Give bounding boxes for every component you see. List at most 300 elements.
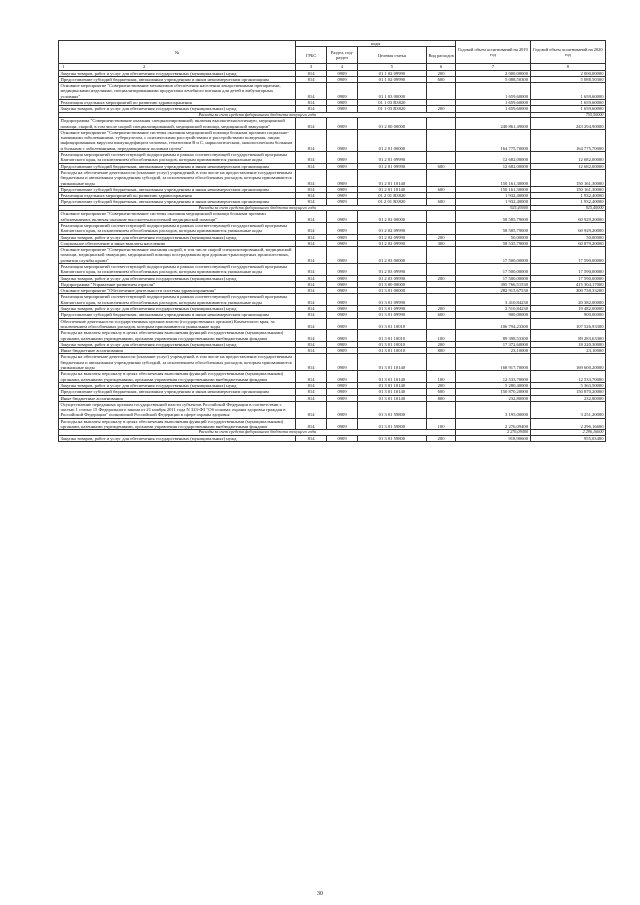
table-row [59,435,606,441]
row-grbs: 814 [296,169,327,186]
row-amount-2020: 50,00000 [530,234,606,240]
row-type [426,318,456,330]
row-amount-2020: 900,00000 [530,312,606,318]
row-type [426,118,456,130]
row-type: 800 [426,348,456,354]
row-grbs: 814 [296,330,327,342]
row-amount-2020: 60 929,20000 [530,211,606,223]
row-type: 100 [426,418,456,430]
row-amount-2019: 2 276,09400 [456,418,530,430]
row-amount-2019: 1 659,60000 [456,106,530,112]
row-amount-2019: 89 398,53300 [456,330,530,342]
row-target: 01 1 03 R3820 [358,100,427,106]
row-type: 100 [426,371,456,383]
row-grbs: 814 [296,240,327,246]
row-amount-2020: 20 382,00000 [530,294,606,306]
row-amount-2020: 169 600,20000 [530,354,606,371]
row-description: Реализация отдельных мероприятий по развитию здравоохранения [59,100,296,106]
row-amount-2019: 918,90600 [456,435,530,441]
row-grbs: 814 [296,435,327,441]
row-section: 0909 [327,341,358,347]
column-number-cell: 4 [327,64,358,70]
row-type [426,152,456,164]
row-description: Предоставление субсидий бюджетным, автономным учреждениям и иным некоммерческим организациям [59,76,296,82]
header-section: Раздел, под-раздел [327,47,358,64]
row-target: 01 3 01 00000 [358,288,427,294]
row-target: 01 1 03 00000 [358,83,427,100]
row-section: 0909 [327,240,358,246]
row-amount-2020: 17 590,00000 [530,275,606,281]
row-description: Расходы на выплаты персоналу в целях обеспечения выполнения функций государственными (муниципальными) органами, казенными учреждениями, органами управления государственными внебюджетными фондами [59,330,296,342]
row-amount-2019: 23,10000 [456,348,530,354]
row-target: 01 2 02 09990 [358,234,427,240]
row-description: Предоставление субсидий бюджетным, автономным учреждениям и иным некоммерческим организациям [59,186,296,192]
row-grbs: 814 [296,306,327,312]
row-amount-2020: 1 659,60000 [530,83,606,100]
row-amount-2019: 17 500,00000 [456,275,530,281]
row-section: 0909 [327,199,358,205]
note-text: Расходы за счет средств федерального бюджета текущего года [59,205,456,211]
row-target: 01 1 03 R3820 [358,106,427,112]
row-grbs: 814 [296,222,327,234]
header-grbs: ГРБС [296,47,327,64]
row-amount-2020: 1 932,40000 [530,199,606,205]
budget-table [58,40,606,442]
row-target: 01 2 01 R3820 [358,199,427,205]
row-amount-2020: 5 363,50000 [530,382,606,388]
row-amount-2020: 19 482,00000 [530,306,606,312]
row-amount-2019: 58 535,79000 [456,240,530,246]
row-target: 01 2 01 00000 [358,129,427,151]
row-grbs: 814 [296,294,327,306]
row-description: Расходы на обеспечение деятельности (оказание услуг) учреждений, в том числе на предоставление государственным бюджетным и автономным учреждениям субсидий, за исключением обособленных расходов, которым присваиваются уникальные коды [59,354,296,371]
header-target: Целевая статья [358,47,427,64]
row-type: 600 [426,76,456,82]
row-section: 0909 [327,169,358,186]
row-grbs: 814 [296,389,327,395]
row-amount-2020: 164 775,70000 [530,129,606,151]
row-amount-2019: 164 775,70000 [456,129,530,151]
row-amount-2019: 2 276,09400 [456,430,530,436]
row-target: 01 2 02 09990 [358,222,427,234]
row-type: 200 [426,382,456,388]
row-amount-2020: 107 526,93300 [530,318,606,330]
row-target: 01 2 03 00000 [358,247,427,264]
row-grbs: 814 [296,76,327,82]
row-type: 200 [426,306,456,312]
row-grbs: 814 [296,401,327,418]
row-type [426,222,456,234]
note-text: Расходы за счет средств федерального бюджета текущего года [59,430,456,436]
row-type [426,354,456,371]
row-grbs: 814 [296,106,327,112]
row-target: 01 3 01 10140 [358,371,427,383]
row-amount-2019: 150 161,30000 [456,169,530,186]
row-section: 0909 [327,318,358,330]
row-grbs: 814 [296,199,327,205]
row-section: 0909 [327,129,358,151]
row-section: 0909 [327,193,358,199]
table-body [59,70,606,442]
row-type: 100 [426,330,456,342]
table-row [59,211,606,223]
row-amount-2020: 150 161,30000 [530,186,606,192]
row-amount-2019: 2 000,00000 [456,70,530,76]
row-section: 0909 [327,186,358,192]
row-amount-2020: 300 758,33200 [530,288,606,294]
row-amount-2020: 89 283,63300 [530,330,606,342]
row-amount-2019: 168 917,70000 [456,354,530,371]
row-description: Подпрограмма "Управление развитием отрасли" [59,281,296,287]
row-section: 0909 [327,152,358,164]
row-type: 600 [426,389,456,395]
row-grbs: 814 [296,275,327,281]
row-section: 0909 [327,395,358,401]
row-amount-2019: 106 794,23300 [456,318,530,330]
row-amount-2019: 925,40000 [456,205,530,211]
row-type: 600 [426,163,456,169]
table-row [59,169,606,186]
row-amount-2019: 3 195,00000 [456,401,530,418]
row-type: 300 [426,240,456,246]
row-amount-2019: 17 500,00000 [456,247,530,264]
row-section: 0909 [327,354,358,371]
row-type [426,83,456,100]
row-amount-2020: 1 932,40000 [530,193,606,199]
row-amount-2020: 17 590,00000 [530,263,606,275]
row-amount-2019: 240 861,49000 [456,118,530,130]
table-row [59,371,606,383]
row-section: 0909 [327,76,358,82]
row-target: 01 2 01 09990 [358,152,427,164]
row-target: 01 3 00 00000 [358,281,427,287]
row-section: 0909 [327,211,358,223]
row-target: 01 2 00 00000 [358,118,427,130]
row-amount-2019: 1 932,40000 [456,193,530,199]
row-type: 200 [426,275,456,281]
header-amount-2019: Годовой объем ассигнований на 2019 год [456,41,530,64]
row-grbs: 814 [296,211,327,223]
row-grbs: 814 [296,288,327,294]
row-type [426,211,456,223]
table-row [59,263,606,275]
table-row [59,129,606,151]
row-type [426,169,456,186]
row-amount-2020: 150 161,30000 [530,169,606,186]
row-type: 200 [426,435,456,441]
row-amount-2019: 232,80000 [456,395,530,401]
row-amount-2020: 60 929,20000 [530,222,606,234]
row-amount-2020: 925,40000 [530,205,606,211]
table-row [59,418,606,430]
row-amount-2020: 150 870,20000 [530,389,606,395]
row-section: 0909 [327,106,358,112]
row-description: Основное мероприятие "Совершенствование механизмов обеспечения населения лекарственными препаратами, медицинскими изделиями, специализированными продуктами лечебного питания для детей в амбулаторных условиях" [59,83,296,100]
table-row [59,118,606,130]
row-target: 01 2 01 09990 [358,163,427,169]
row-section: 0909 [327,348,358,354]
row-description: Предоставление субсидий бюджетным, автономным учреждениям и иным некоммерческим организациям [59,312,296,318]
row-amount-2019: 3 410,84230 [456,294,530,306]
row-amount-2019: 58 585,79000 [456,211,530,223]
row-section: 0909 [327,418,358,430]
row-amount-2020: 3 251,20000 [530,401,606,418]
row-description: Расходы на обеспечение деятельности (оказание услуг) учреждений, в том числе на предоставление государственным бюджетным и автономным учреждениям субсидий, за исключением обособленных расходов, которым присваиваются уникальные коды [59,169,296,186]
row-section: 0909 [327,234,358,240]
row-target: 01 1 02 09990 [358,70,427,76]
table-header [59,41,606,71]
row-section: 0909 [327,163,358,169]
row-amount-2020: 1 659,60000 [530,106,606,112]
row-amount-2019: 395 766,51530 [456,281,530,287]
row-description: Реализация мероприятий соответствующей подпрограммы в рамках соответствующей государственной программы Камчатского края, за исключением обособленных расходов, которым присваиваются уникальные коды [59,222,296,234]
column-number-cell: 3 [296,64,327,70]
row-description: Социальное обеспечение и иные выплаты населению [59,240,296,246]
row-target: 01 2 02 09990 [358,240,427,246]
table-row [59,401,606,418]
row-target: 01 1 02 09990 [358,76,427,82]
row-description: Закупка товаров, работ и услуг для обеспечения государственных (муниципальных) нужд [59,435,296,441]
row-target: 01 2 03 09990 [358,275,427,281]
row-description: Реализация отдельных мероприятий по развитию здравоохранения [59,193,296,199]
table-row [59,152,606,164]
row-grbs: 814 [296,118,327,130]
row-description: Иные бюджетные ассигнования [59,395,296,401]
row-target: 01 3 01 10140 [358,389,427,395]
column-number-cell: 6 [426,64,456,70]
row-type [426,129,456,151]
row-description: Реализация мероприятий соответствующей подпрограммы в рамках соответствующей государственной программы Камчатского края, за исключением обособленных расходов, которым присваиваются уникальные коды [59,152,296,164]
note-text: Расходы за счет средств федерального бюджета текущего года [59,112,456,118]
row-section: 0909 [327,118,358,130]
table-row [59,318,606,330]
row-amount-2019: 12 682,00000 [456,152,530,164]
row-target: 01 2 02 00000 [358,211,427,223]
row-description: Предоставление субсидий бюджетным, автономным учреждениям и иным некоммерческим организациям [59,389,296,395]
row-description: Расходы на выплаты персоналу в целях обеспечения выполнения функций государственными (муниципальными) органами, казенными учреждениями, органами управления государственными внебюджетными фондами [59,371,296,383]
row-amount-2019: 58 585,79000 [456,222,530,234]
row-type: 800 [426,395,456,401]
row-section: 0909 [327,330,358,342]
row-description: Закупка товаров, работ и услуг для обеспечения государственных (муниципальных) нужд [59,341,296,347]
row-type: 200 [426,106,456,112]
row-amount-2019: 1 932,40000 [456,199,530,205]
row-section: 0909 [327,281,358,287]
row-target: 01 3 01 10140 [358,382,427,388]
column-number-cell: 5 [358,64,427,70]
row-amount-2019: 5 280,40000 [456,382,530,388]
row-target: 01 3 01 59800 [358,401,427,418]
row-description: Обеспечение деятельности государственных органов власти (государственных органов) Камчатского края, за исключением обособленных расходов, которым присваиваются уникальные коды [59,318,296,330]
row-section: 0909 [327,294,358,306]
row-grbs: 814 [296,348,327,354]
row-target: 01 3 01 10010 [358,341,427,347]
row-amount-2020: 12 533,70000 [530,371,606,383]
row-amount-2020: 2 000,00000 [530,70,606,76]
row-description: Закупка товаров, работ и услуг для обеспечения государственных (муниципальных) нужд [59,106,296,112]
row-amount-2019: 12 682,00000 [456,163,530,169]
row-amount-2020: 12 682,00000 [530,152,606,164]
column-number-cell: 8 [530,64,606,70]
row-section: 0909 [327,306,358,312]
column-number-2: 2 [143,64,146,70]
row-target: 01 3 01 10140 [358,354,427,371]
row-grbs: 814 [296,152,327,164]
row-description: Закупка товаров, работ и услуг для обеспечения государственных (муниципальных) нужд [59,70,296,76]
row-description: Предоставление субсидий бюджетным, автономным учреждениям и иным некоммерческим организациям [59,163,296,169]
row-section: 0909 [327,401,358,418]
row-target: 01 3 01 59800 [358,435,427,441]
row-description: Реализация мероприятий соответствующей подпрограммы в рамках соответствующей государственной программы Камчатского края, за исключением обособленных расходов, которым присваиваются уникальные коды [59,263,296,275]
row-amount-2020: 2 296,16600 [530,418,606,430]
row-description: Реализация мероприятий соответствующей подпрограммы в рамках соответствующей государственной программы Камчатского края, за исключением обособленных расходов, которым присваиваются уникальные коды [59,294,296,306]
row-amount-2019: 1 659,60000 [456,100,530,106]
row-grbs: 814 [296,281,327,287]
row-section: 0909 [327,435,358,441]
row-amount-2020: 415 304,17000 [530,281,606,287]
row-section: 0909 [327,389,358,395]
row-description: Расходы на выплаты персоналу в целях обеспечения выполнения функций государственными (муниципальными) органами, казенными учреждениями, органами управления государственными внебюджетными фондами [59,418,296,430]
row-description: Закупка товаров, работ и услуг для обеспечения государственных (муниципальных) нужд [59,382,296,388]
row-target: 01 3 01 10010 [358,318,427,330]
row-description: Закупка товаров, работ и услуг для обеспечения государственных (муниципальных) нужд [59,306,296,312]
row-amount-2019: 12 533,70000 [456,371,530,383]
table-row [59,354,606,371]
row-amount-2019: 1 659,60000 [456,83,530,100]
row-amount-2019: 2 510,84230 [456,306,530,312]
row-type: 200 [426,341,456,347]
header-name: № [59,41,296,64]
row-grbs: 814 [296,234,327,240]
row-section: 0909 [327,288,358,294]
row-target: 01 3 01 09990 [358,312,427,318]
row-target: 01 3 01 09990 [358,294,427,306]
row-amount-2019: 900,00000 [456,312,530,318]
row-amount-2019: 17 372,60000 [456,341,530,347]
row-description: Основное мероприятие "Обеспечение деятельности системы здравоохранения" [59,288,296,294]
row-description: Предоставление субсидий бюджетным, автономным учреждениям и иным некоммерческим организациям [59,199,296,205]
table-row [59,294,606,306]
header-expense-type: Вид расходов [426,47,456,64]
row-section: 0909 [327,312,358,318]
row-amount-2019: 50,00000 [456,234,530,240]
header-codes: коды [296,41,456,47]
row-grbs: 814 [296,263,327,275]
row-target: 01 3 01 59800 [358,418,427,430]
row-amount-2019: 282 915,67530 [456,288,530,294]
row-target: 01 3 01 10010 [358,348,427,354]
row-target: 01 3 01 10010 [358,330,427,342]
page-number: 30 [317,891,323,897]
row-type: 600 [426,186,456,192]
row-amount-2019: 5 088,50300 [456,76,530,82]
row-grbs: 814 [296,395,327,401]
row-grbs: 814 [296,371,327,383]
row-target: 01 3 01 09990 [358,306,427,312]
row-target: 01 2 01 10140 [358,169,427,186]
row-type [426,401,456,418]
row-section: 0909 [327,222,358,234]
row-grbs: 814 [296,186,327,192]
row-grbs: 814 [296,129,327,151]
row-type: 200 [426,234,456,240]
row-section: 0909 [327,247,358,264]
row-description: Подпрограмма "Совершенствование оказания специализированной, включая высокотехнологичную, медицинской помощи, скорой, в том числе скорой специализированной, медицинской помощи, медицинской эвакуации" [59,118,296,130]
row-grbs: 814 [296,341,327,347]
row-type: 600 [426,312,456,318]
row-description: Иные бюджетные ассигнования [59,348,296,354]
row-grbs: 814 [296,354,327,371]
row-amount-2020: 243 294,90000 [530,118,606,130]
row-target: 01 3 01 10140 [358,395,427,401]
row-description: Закупка товаров, работ и услуг для обеспечения государственных (муниципальных) нужд [59,234,296,240]
row-type: 600 [426,199,456,205]
header-amount-2020: Годовой объем ассигнований на 2020 год [530,41,606,64]
row-amount-2019: 150 161,30000 [456,186,530,192]
row-grbs: 814 [296,418,327,430]
table-row [59,222,606,234]
row-section: 0909 [327,382,358,388]
column-number-1: 1 [62,64,65,70]
row-type [426,294,456,306]
row-description: Осуществление переданных органам государственной власти субъектов Российской Федерации в соответствии с частью 1 статьи 15 Федерального закона от 21 ноября 2011 года N 323-ФЗ "Об основах охраны здоровья граждан в Российской Федерации" полномочий Российской Федерации в сфере охраны здоровья [59,401,296,418]
row-amount-2020: 5 088,50300 [530,76,606,82]
table-row [59,247,606,264]
row-grbs: 814 [296,100,327,106]
row-grbs: 814 [296,318,327,330]
row-amount-2020: 955,03400 [530,435,606,441]
row-amount-2019: 150 870,20000 [456,389,530,395]
row-grbs: 814 [296,312,327,318]
row-grbs: 814 [296,163,327,169]
row-type [426,247,456,264]
row-amount-2020: 23,10000 [530,348,606,354]
table-row [59,83,606,100]
column-number-cell: 7 [456,64,530,70]
row-type: 200 [426,70,456,76]
row-amount-2019: 17 500,00000 [456,263,530,275]
row-description: Основное мероприятие "Совершенствование оказания скорой, в том числе скорой специализированной, медицинской помощи, медицинской эвакуации, медицинской помощи пострадавшим при дорожно-транспортных происшествиях, развития службы крови" [59,247,296,264]
row-grbs: 814 [296,247,327,264]
row-amount-2020: 755,50000 [530,112,606,118]
row-section: 0909 [327,100,358,106]
row-grbs: 814 [296,382,327,388]
row-amount-2020: 18 220,30000 [530,341,606,347]
row-description: Основное мероприятие "Совершенствование системы оказания медицинской помощи больным прочими заболеваниями, включая оказание высокотехнологичной медицинской помощи" [59,211,296,223]
row-type [426,263,456,275]
row-target: 01 2 01 R3820 [358,193,427,199]
row-amount-2020: 1 659,60000 [530,100,606,106]
row-section: 0909 [327,263,358,275]
row-section: 0909 [327,70,358,76]
row-target: 01 2 01 10140 [358,186,427,192]
row-amount-2020: 60 879,20000 [530,240,606,246]
row-amount-2020: 232,80000 [530,395,606,401]
row-grbs: 814 [296,70,327,76]
row-description: Закупка товаров, работ и услуг для обеспечения государственных (муниципальных) нужд [59,275,296,281]
table-row [59,330,606,342]
row-amount-2020: 17 590,00000 [530,247,606,264]
column-number-cell [59,64,296,70]
row-section: 0909 [327,371,358,383]
row-amount-2020: 12 682,00000 [530,163,606,169]
row-description: Основное мероприятие "Совершенствование системы оказания медицинской помощи больным прочими социально-значимыми заболеваниями, туберкулезом, с психическими расстройствами и расстройствами поведения, лицам инфицированным вирусом иммунодефицита человека, гепатитами B и C, наркологическим, онкологическим больным и больным с заболеваниями, передающимися половым путем" [59,129,296,151]
row-amount-2020: 2 296,16600 [530,430,606,436]
row-grbs: 814 [296,193,327,199]
row-section: 0909 [327,83,358,100]
row-grbs: 814 [296,83,327,100]
row-section: 0909 [327,275,358,281]
